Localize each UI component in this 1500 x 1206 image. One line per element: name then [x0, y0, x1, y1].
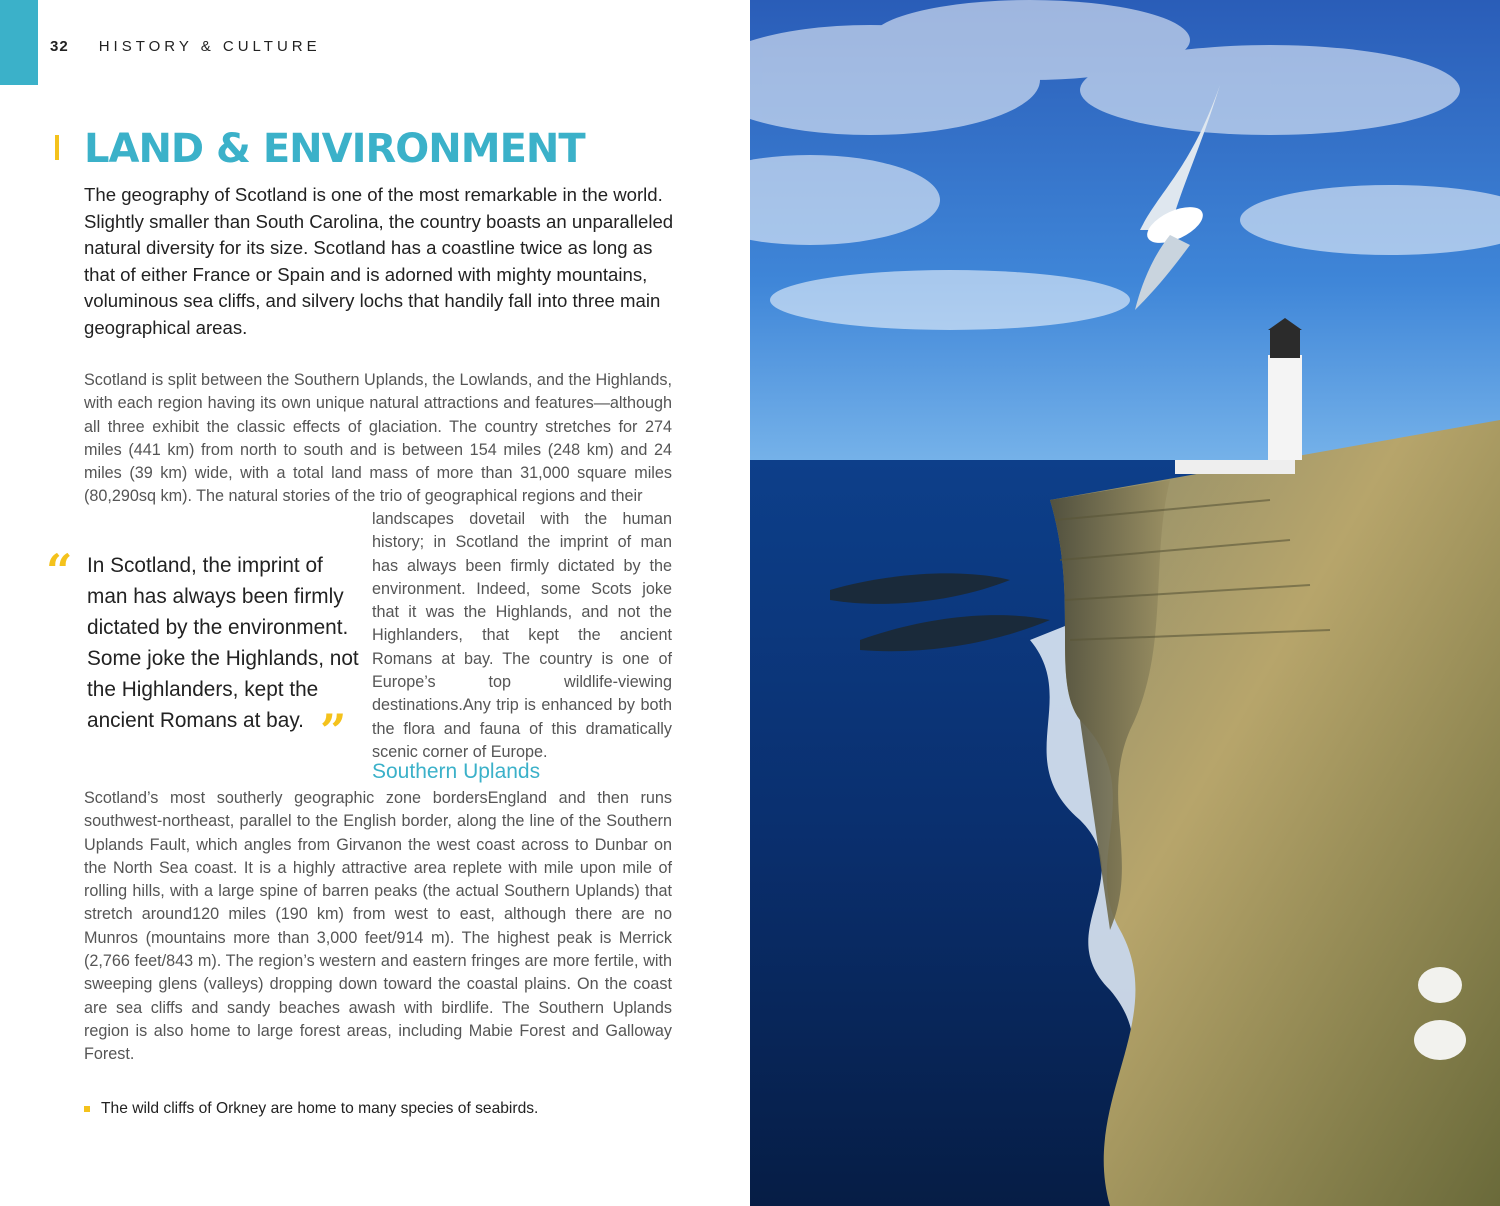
photo-illustration: [750, 0, 1500, 1206]
open-quote-mark: “: [46, 544, 73, 598]
caption-marker: [84, 1106, 90, 1112]
body-paragraph-1b: landscapes dovetail with the human history; in Scotland the imprint of man has always been firmly dictated by the environment. Indeed, some Scots joke that it was the Highlands, and not the Highlanders, that kept the ancient Romans at bay. The country is one of Europe’s top wildlife-viewing destinations.Any trip is enhanced by both the flora and fauna of this dramatically scenic corner of Europe.: [372, 510, 672, 761]
title-marker: [55, 135, 59, 160]
body-paragraph-2: Scotland’s most southerly geographic zone bordersEngland and then runs southwest-northeast, parallel to the English border, along the line of the Southern Uplands Fault, which angles from Girvanon the west coast across to Dunbar on the North Sea coast. It is a highly attractive area replete with mile upon mile of rolling hills, with a large spine of barren peaks (the actual Southern Uplands) that stretch around120 miles (190 km) from west to east, although there are no Munros (mountains more than 3,000 feet/914 m). The highest peak is Merrick (2,766 feet/843 m). The region’s western and eastern fringes are more fertile, with sweeping glens (valleys) dropping down toward the coastal plains. On the coast are sea cliffs and sandy beaches awash with birdlife. The Southern Uplands region is also home to large forest areas, including Mabie Forest and Galloway Forest.: [84, 789, 672, 1064]
caption-text: The wild cliffs of Orkney are home to many species of seabirds.: [101, 1100, 539, 1117]
body-paragraph-1a: Scotland is split between the Southern Uplands, the Lowlands, and the Highlands, with each region having its own unique natural attractions and features—although all three exhibit the classic effects of glaciation. The country stretches for 274 miles (441 km) from north to south and is between 154 miles (248 km) and 24 miles (39 km) wide, with a total land mass of more than 31,000 square miles (80,290sq km). The natural stories of the trio of geographical regions and their: [84, 371, 672, 506]
pull-quote-text: In Scotland, the imprint of man has always been firmly dictated by the environment. Some joke the Highlands, not the Highlanders, kept the ancient Romans at bay.: [87, 554, 359, 732]
page-title: LAND & ENVIRONMENT: [84, 126, 585, 172]
chapter-tab: [0, 0, 38, 85]
photo-caption: [84, 1100, 538, 1118]
section-name: HISTORY & CULTURE: [98, 37, 321, 55]
running-head: [50, 36, 321, 56]
subheading: Southern Uplands: [372, 760, 541, 783]
page-number: 32: [50, 37, 69, 55]
lede-paragraph: The geography of Scotland is one of the most remarkable in the world. Slightly smaller than South Carolina, the country boasts an unparalleled natural diversity for its size. Scotland has a coastline twice as long as that of either France or Spain and is adorned with mighty mountains, voluminous sea cliffs, and silvery lochs that handily fall into three main geographical areas.: [84, 184, 674, 338]
cliff-photo: [750, 0, 1500, 1206]
close-quote-mark: ”: [320, 704, 347, 758]
